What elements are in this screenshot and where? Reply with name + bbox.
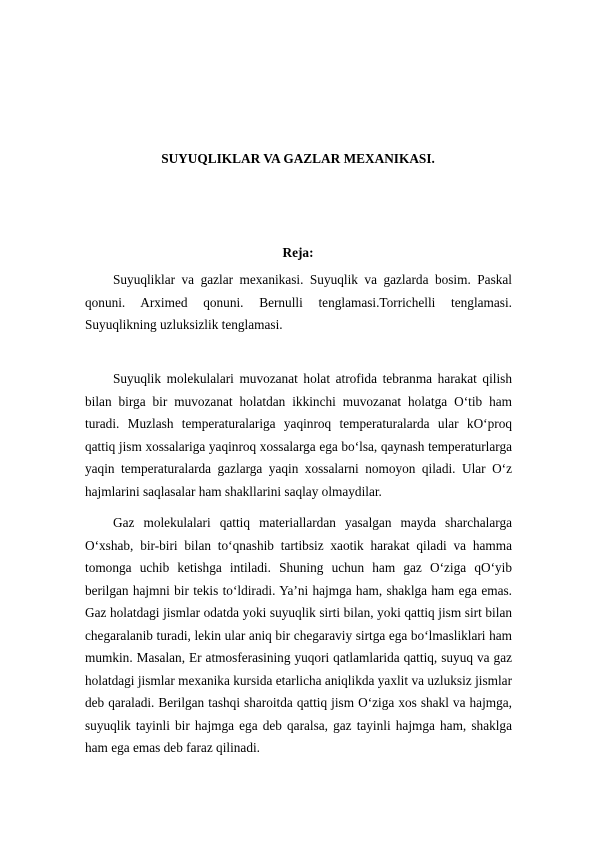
document-title: SUYUQLIKLAR VA GAZLAR MEXANIKASI. [161,151,435,166]
plan-heading: Reja: [282,245,314,260]
paragraph-liquid-molecules: Suyuqlik molekulalari muvozanat holat atrofida tebranma harakat qilish bilan birga bir muvozanat holatdan ikkinchi muvozanat holatga O‘tib ham turadi. Muzlash temperaturalariga yaqinroq temperaturalarda ular kO‘proq qattiq jism xossalariga yaqinroq xossalarga ega bo‘lsa, qaynash temperaturlarga yaqin temperaturalarda gazlarga yaqin xossalarni nomoyon qiladi. Ular O‘z hajmlarini saqlasalar ham shakllarini saqlay olmaydilar. [85,371,512,499]
plan-text: Suyuqliklar va gazlar mexanikasi. Suyuqlik va gazlarda bosim. Paskal qonuni. Arximed qonuni. Bernulli tenglamasi.Torrichelli tenglamasi. Suyuqlikning uzluksizlik tenglamasi. [85,272,512,332]
paragraph-gas-molecules: Gaz molekulalari qattiq materiallardan yasalgan mayda sharchalarga O‘xshab, bir-biri bilan to‘qnashib tartibsiz xaotik harakat qiladi va hamma tomonga uchib ketishga intiladi. Shuning uchun ham gaz O‘ziga qO‘yib berilgan hajmni bir tekis to‘ldiradi. Ya’ni hajmga ham, shaklga ham ega emas. Gaz holatdagi jismlar odatda yoki suyuqlik sirti bilan, yoki qattiq jism sirt bilan chegaralanib turadi, lekin ular aniq bir chegaraviy sirtga ega bo‘lmasliklari ham mumkin. Masalan, Er atmosferasining yuqori qatlamlarida qattiq, suyuq va gaz holatdagi jismlar mexanika kursida etarlicha aniqlikda yaxlit va uzluksiz jismlar deb qaraladi. Berilgan tashqi sharoitda qattiq jism O‘ziga xos shakl va hajmga, suyuqlik tayinli bir hajmga ega deb qaralsa, gaz tayinli hajmga ham, shaklga ham ega emas deb faraz qilinadi. [85,515,512,755]
